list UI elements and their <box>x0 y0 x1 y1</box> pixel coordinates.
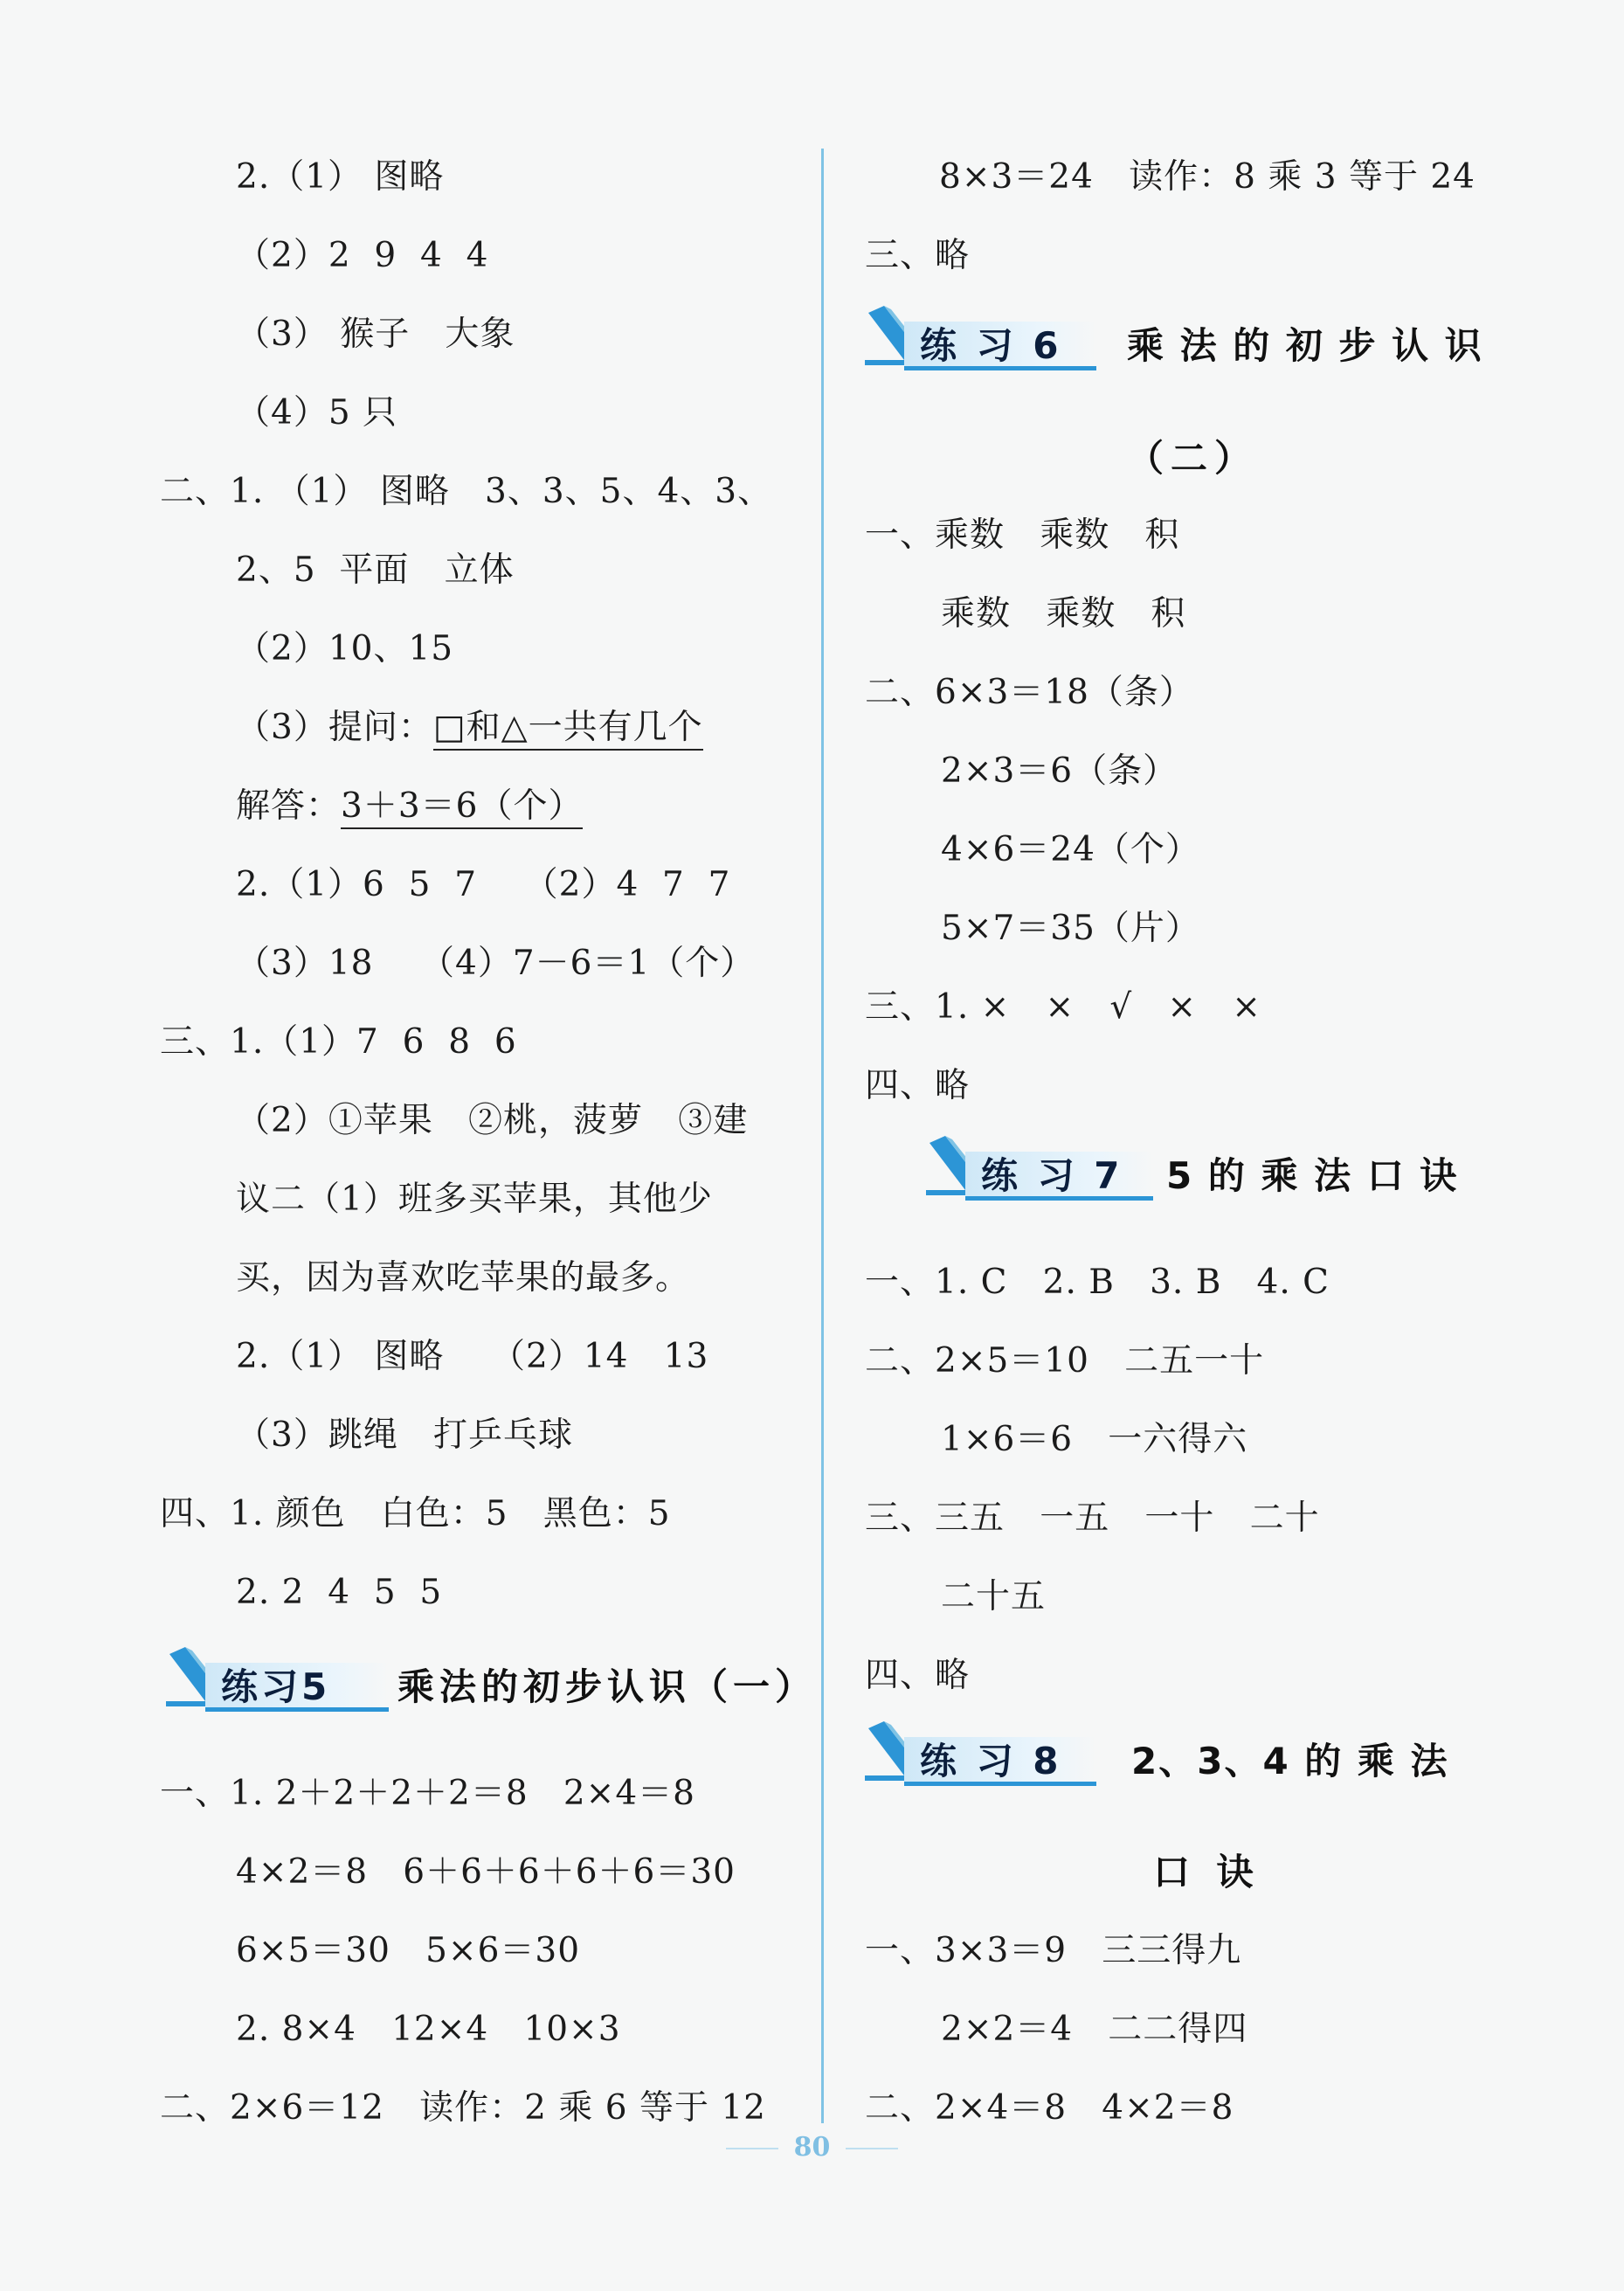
answer-line: 二、2×5＝10 二五一十 <box>865 1341 1265 1381</box>
answer-line: 2.（1） 图略 <box>236 157 445 197</box>
question-label: （3）提问： <box>236 708 433 747</box>
answer-line: （2）2 9 4 4 <box>236 236 489 275</box>
section-title: 乘法的初步认识（一） <box>397 1665 818 1708</box>
answer-line <box>236 782 583 831</box>
section-title-continued: 口 诀 <box>1153 1851 1261 1893</box>
section-tag: 练 习 8 <box>904 1737 1096 1786</box>
section-heading-6 <box>865 306 1616 376</box>
answer-line: 二、2×4＝8 4×2＝8 <box>865 2088 1234 2128</box>
section-title-continued: （二） <box>1127 437 1259 480</box>
page-number <box>0 2132 1624 2163</box>
answer-line: 一、1. C 2. B 3. B 4. C <box>865 1263 1330 1302</box>
answer-line: 2.（1） 图略 （2）14 13 <box>236 1337 709 1376</box>
answer-line: 乘数 乘数 积 <box>941 594 1186 633</box>
answer-line: 8×3＝24 读作：8 乘 3 等于 24 <box>939 157 1475 197</box>
answer-line: （2）10、15 <box>236 629 454 668</box>
answer-line: 2. 2 4 5 5 <box>236 1573 443 1612</box>
column-divider <box>821 149 824 2123</box>
answer-line: 2.（1）6 5 7 （2）4 7 7 <box>236 865 731 904</box>
section-heading-7 <box>926 1136 1616 1206</box>
answer-line: 1×6＝6 一六得六 <box>941 1420 1248 1459</box>
section-title: 乘 法 的 初 步 认 识 <box>1127 324 1483 367</box>
answer-line: 二、2×6＝12 读作：2 乘 6 等于 12 <box>160 2088 766 2128</box>
answer-line: 议二（1）班多买苹果，其他少 <box>236 1180 713 1219</box>
answer-line: （3）18 （4）7－6＝1（个） <box>236 944 756 983</box>
section-heading-8 <box>865 1721 1616 1791</box>
answer-line <box>236 703 703 752</box>
answer-line: 2×2＝4 二二得四 <box>941 2010 1248 2049</box>
answer-line: 6×5＝30 5×6＝30 <box>236 1931 581 1970</box>
answer-line: 四、1. 颜色 白色：5 黑色：5 <box>160 1494 671 1533</box>
answer-line: 2. 8×4 12×4 10×3 <box>236 2010 621 2049</box>
answer-line: （3） 猴子 大象 <box>236 315 515 354</box>
answer-line: 2×3＝6（条） <box>941 751 1178 791</box>
answer-line: 四、略 <box>865 1656 971 1695</box>
answer-line: 二十五 <box>941 1577 1047 1616</box>
section-heading-5 <box>166 1647 818 1717</box>
section-tag: 练习5 <box>205 1663 389 1712</box>
answer-line: 三、1.（1）7 6 8 6 <box>160 1022 517 1062</box>
answer-line: 四、略 <box>865 1066 971 1105</box>
section-tag: 练 习 6 <box>904 322 1096 370</box>
underlined-answer: □和△一共有几个 <box>433 708 703 751</box>
answer-line: 5×7＝35（片） <box>941 909 1200 948</box>
answer-line: 三、1. × × √ × × <box>865 987 1261 1027</box>
answer-line: 4×2＝8 6＋6＋6＋6＋6＝30 <box>236 1852 736 1892</box>
answer-line: （3）跳绳 打乒乓球 <box>236 1415 574 1455</box>
answer-line: 一、乘数 乘数 积 <box>865 516 1180 555</box>
answer-line: 4×6＝24（个） <box>941 830 1200 869</box>
section-title: 2、3、4 的 乘 法 <box>1131 1740 1449 1782</box>
answer-line: 一、1. 2＋2＋2＋2＝8 2×4＝8 <box>160 1774 695 1813</box>
answer-line: 二、1. （1） 图略 3、3、5、4、3、 <box>160 472 773 511</box>
answer-line: 买，因为喜欢吃苹果的最多。 <box>236 1258 691 1298</box>
answer-line: （2）①苹果 ②桃，菠萝 ③建 <box>236 1101 749 1140</box>
answer-line: 三、略 <box>865 236 971 275</box>
answer-line: 2、5 平面 立体 <box>236 550 515 590</box>
answer-line: 三、三五 一五 一十 二十 <box>865 1498 1320 1538</box>
answer-line: 二、6×3＝18（条） <box>865 673 1194 712</box>
answer-label: 解答： <box>236 786 342 826</box>
underlined-answer: 3＋3＝6（个） <box>341 786 583 829</box>
section-title: 5 的 乘 法 口 诀 <box>1166 1154 1459 1197</box>
answer-line: （4）5 只 <box>236 393 398 433</box>
section-tag: 练 习 7 <box>965 1152 1153 1201</box>
page-number-text: 80 <box>793 2132 831 2163</box>
answer-line: 一、3×3＝9 三三得九 <box>865 1931 1242 1970</box>
